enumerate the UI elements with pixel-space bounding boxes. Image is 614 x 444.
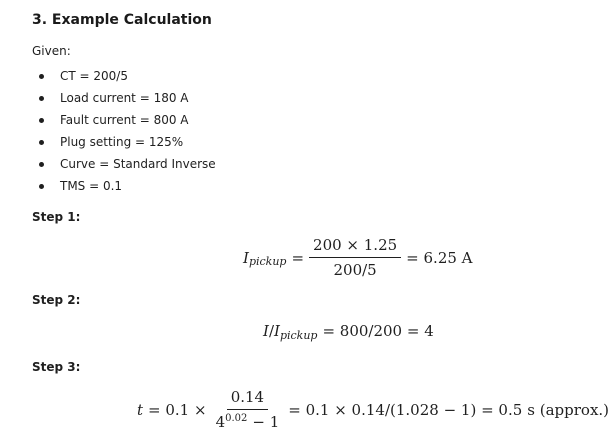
- step-3-fraction: [212, 388, 284, 431]
- given-item-ct: CT = 200/5: [60, 69, 128, 83]
- step-3-numerator: 0.14: [227, 388, 268, 410]
- list-item: [38, 132, 216, 154]
- bullet-icon: [39, 140, 44, 145]
- step-2-equation: [263, 322, 434, 340]
- bullet-icon: [39, 96, 44, 101]
- step-3-equation: [137, 388, 609, 431]
- list-item: [38, 66, 216, 88]
- step-2-rhs: = 800/200 = 4: [322, 322, 434, 340]
- step-3-lhs-rest: = 0.1 ×: [148, 400, 207, 419]
- step-3-den-exponent: 0.02: [225, 413, 248, 424]
- step-1-label: Step 1:: [32, 210, 81, 224]
- step-2-slash: /: [268, 322, 274, 340]
- step-2-var-b: I: [274, 322, 280, 340]
- section-title: 3. Example Calculation: [32, 12, 212, 28]
- bullet-icon: [39, 74, 44, 79]
- bullet-icon: [39, 162, 44, 167]
- step-1-lhs-var: I: [243, 248, 249, 267]
- step-1-numerator: 200 × 1.25: [309, 236, 401, 258]
- given-label: Given:: [32, 44, 71, 58]
- step-3-den-rest: − 1: [252, 413, 280, 431]
- given-item-tms: TMS = 0.1: [60, 179, 123, 193]
- given-item-load-current: Load current = 180 A: [60, 91, 189, 105]
- bullet-icon: [39, 184, 44, 189]
- step-3-lhs-var: t: [137, 400, 144, 419]
- list-item: [38, 154, 216, 176]
- step-3-label: Step 3:: [32, 360, 81, 374]
- step-1-equation: [243, 236, 473, 279]
- step-1-eq: =: [291, 248, 305, 267]
- step-3-rhs-unit: s (approx.): [527, 400, 610, 419]
- bullet-icon: [39, 118, 44, 123]
- step-3-rhs: = 0.1 × 0.14/(1.028 − 1) = 0.5: [288, 400, 523, 419]
- list-item: [38, 110, 216, 132]
- list-item: [38, 176, 216, 198]
- given-list: [38, 66, 216, 198]
- given-item-fault-current: Fault current = 800 A: [60, 113, 189, 127]
- step-1-lhs-sub: pickup: [248, 255, 287, 268]
- step-3-den-base: 4: [215, 413, 226, 431]
- step-2-var-a: I: [263, 322, 269, 340]
- step-2-var-b-sub: pickup: [279, 328, 318, 342]
- list-item: [38, 88, 216, 110]
- step-1-denominator: 200/5: [333, 261, 377, 279]
- step-3-denominator: [212, 410, 284, 431]
- given-item-plug-setting: Plug setting = 125%: [60, 135, 184, 149]
- step-2-label: Step 2:: [32, 293, 81, 307]
- step-1-rhs: = 6.25 A: [406, 248, 473, 267]
- given-item-curve: Curve = Standard Inverse: [60, 157, 216, 171]
- step-1-fraction: [309, 236, 401, 279]
